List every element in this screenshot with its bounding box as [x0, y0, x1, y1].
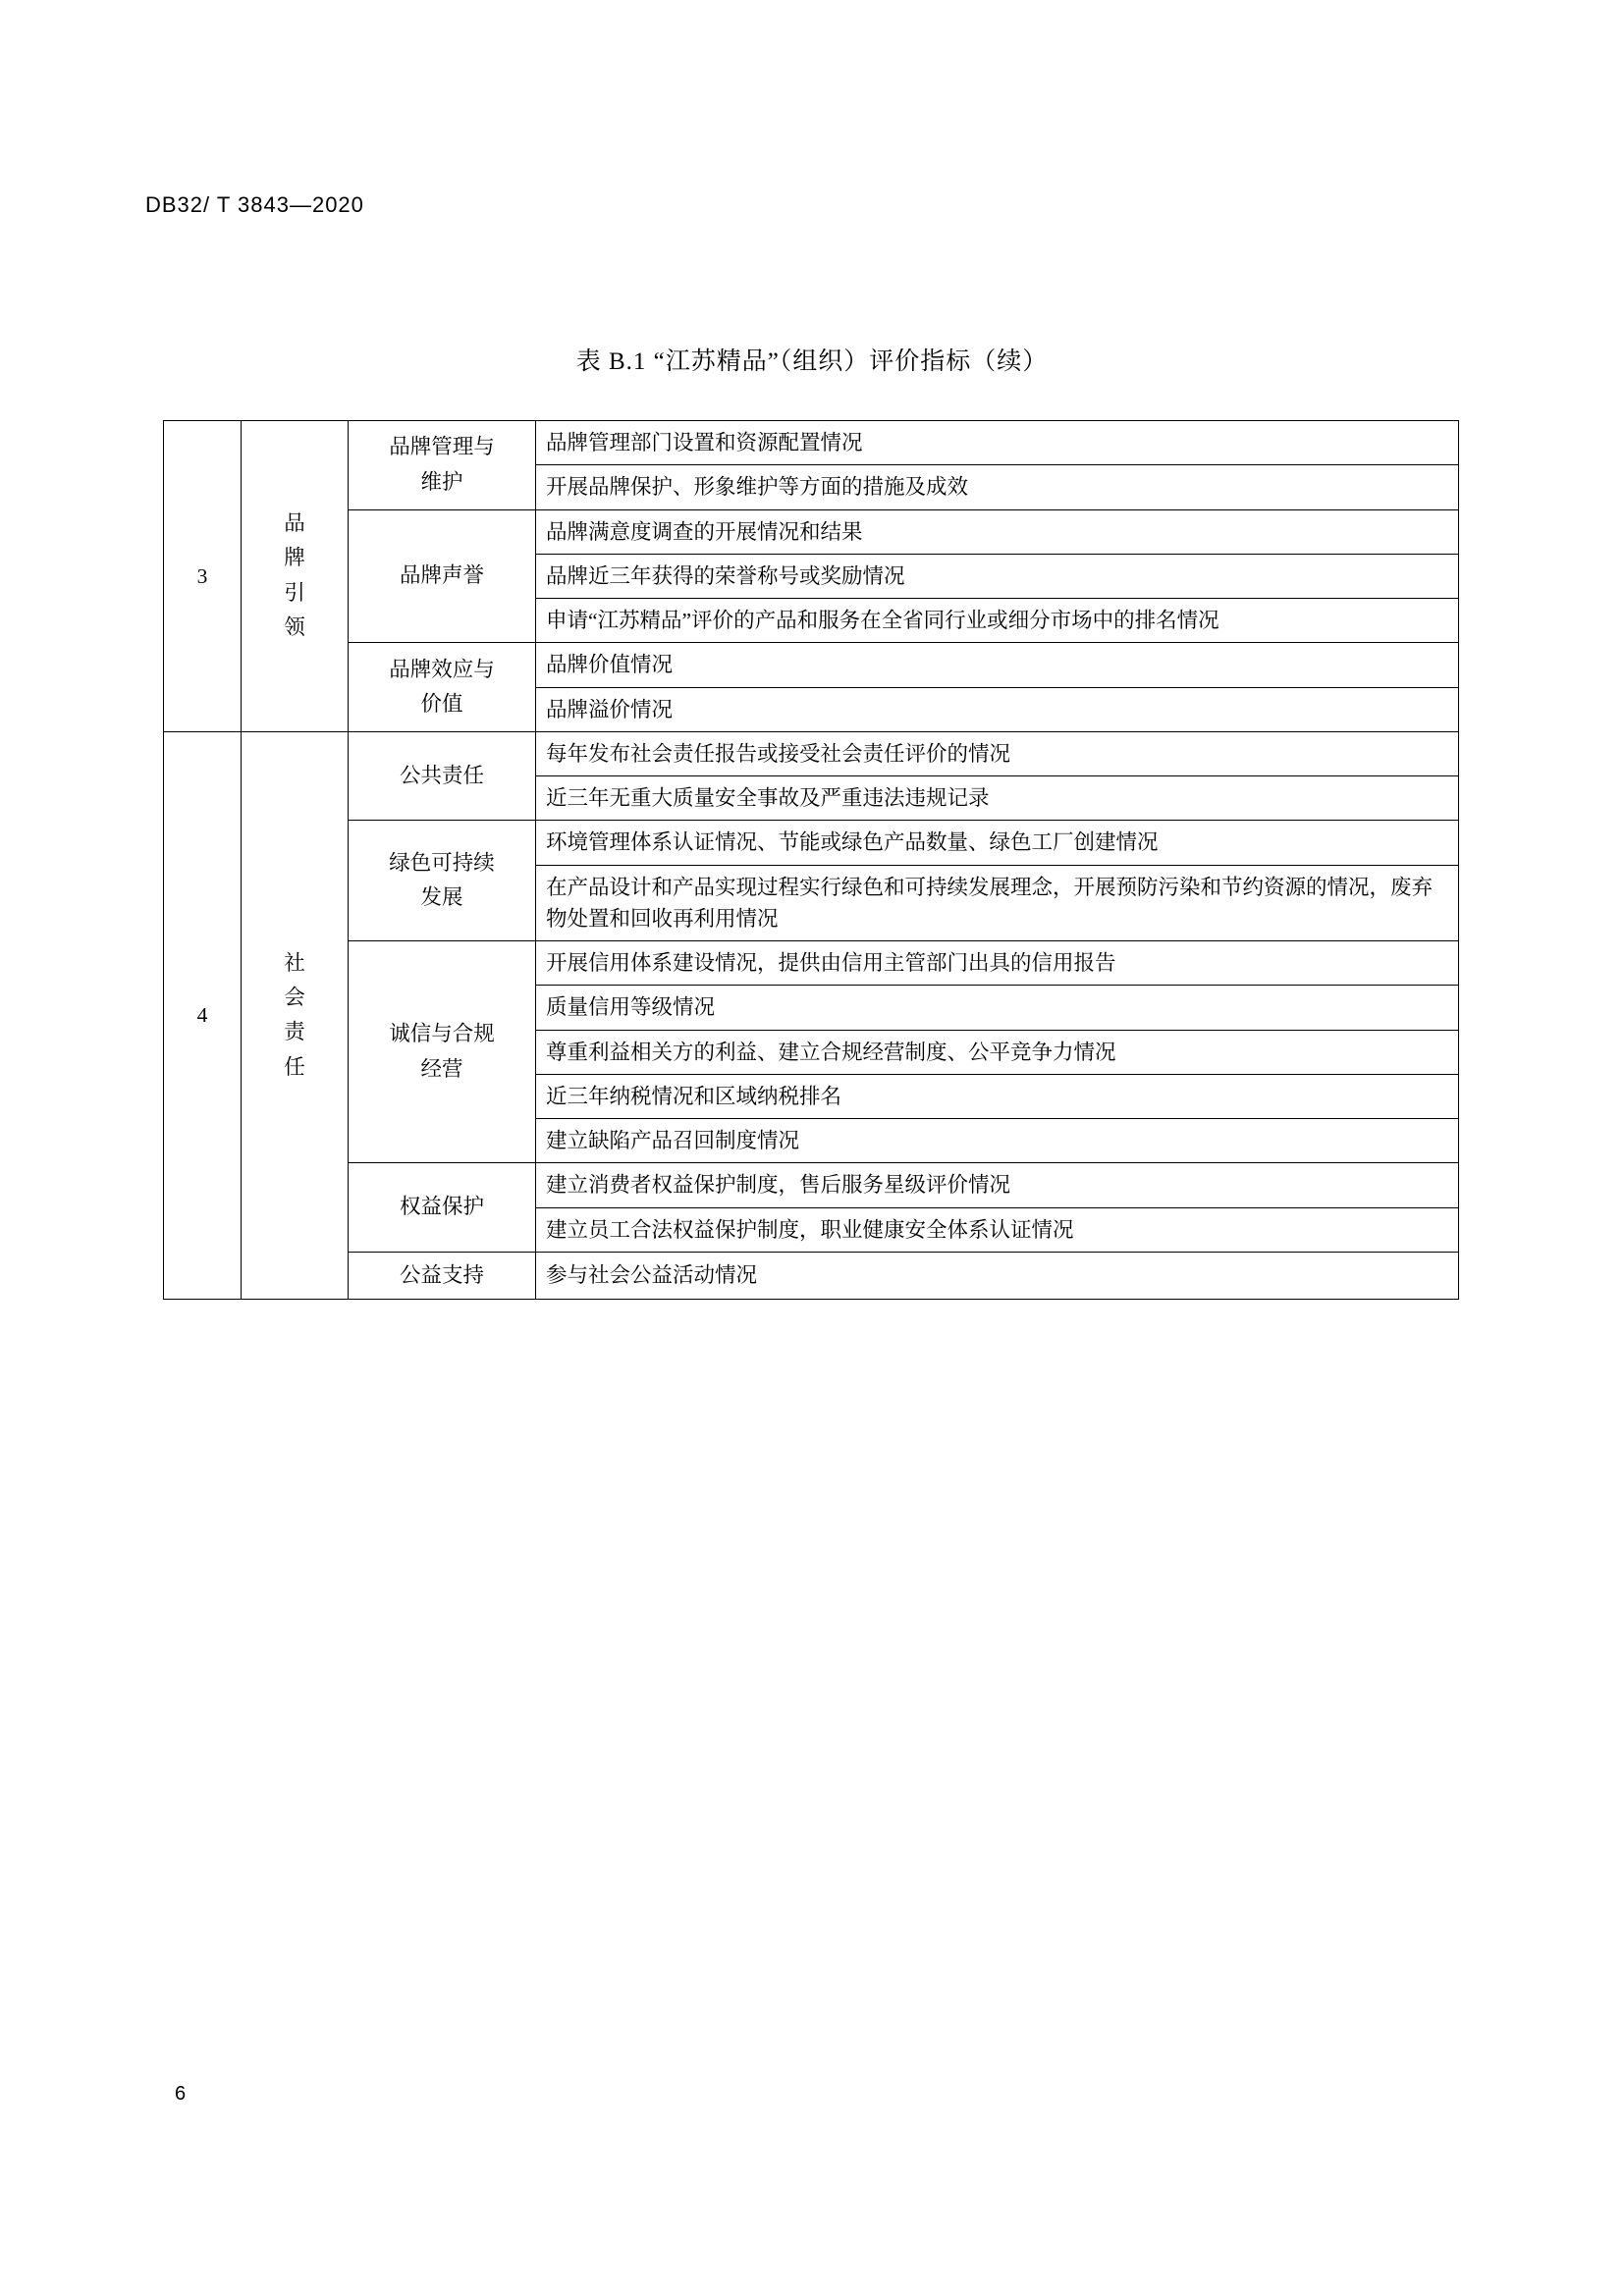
group-number: 4 [164, 731, 242, 1299]
group-category-line: 责 [284, 1020, 305, 1044]
indicator-description: 申请“江苏精品”评价的产品和服务在全省同行业或细分市场中的排名情况 [536, 599, 1459, 643]
page-number: 6 [175, 2083, 187, 2105]
subgroup-name-line: 诚信与合规 [389, 1022, 495, 1046]
subgroup-name-line: 品牌效应与 [389, 657, 495, 681]
group-category-line: 品 [284, 510, 305, 535]
indicator-description: 质量信用等级情况 [536, 986, 1459, 1030]
group-category-line: 社 [284, 950, 305, 975]
indicator-description: 近三年纳税情况和区域纳税排名 [536, 1074, 1459, 1118]
table-row [164, 1163, 1459, 1207]
subgroup-name-line: 维护 [420, 469, 463, 494]
indicator-description: 开展品牌保护、形象维护等方面的措施及成效 [536, 465, 1459, 509]
table-row [164, 643, 1459, 687]
table-row [164, 509, 1459, 554]
subgroup-name-line: 品牌声誉 [399, 563, 484, 588]
group-category [242, 731, 349, 1299]
group-category-line: 牌 [284, 546, 305, 570]
indicator-description: 品牌满意度调查的开展情况和结果 [536, 509, 1459, 554]
subgroup-name [349, 1252, 536, 1299]
evaluation-indicators-table [163, 420, 1459, 1300]
subgroup-name [349, 509, 536, 643]
table-row [164, 821, 1459, 865]
indicator-description: 品牌近三年获得的荣誉称号或奖励情况 [536, 554, 1459, 598]
subgroup-name [349, 421, 536, 510]
table-title: 表 B.1 “江苏精品”（组织）评价指标（续） [575, 348, 1049, 375]
indicator-description: 尊重利益相关方的利益、建立合规经营制度、公平竞争力情况 [536, 1030, 1459, 1074]
indicator-description: 开展信用体系建设情况，提供由信用主管部门出具的信用报告 [536, 941, 1459, 986]
group-category-line: 引 [284, 580, 305, 605]
indicator-description: 建立缺陷产品召回制度情况 [536, 1119, 1459, 1163]
subgroup-name-line: 发展 [420, 885, 463, 910]
document-header-code: DB32/ T 3843—2020 [145, 192, 364, 217]
indicator-description: 建立员工合法权益保护制度，职业健康安全体系认证情况 [536, 1207, 1459, 1252]
group-number: 3 [164, 421, 242, 732]
indicator-description: 品牌管理部门设置和资源配置情况 [536, 421, 1459, 465]
indicator-description: 品牌溢价情况 [536, 687, 1459, 731]
subgroup-name-line: 权益保护 [399, 1195, 484, 1219]
indicator-description: 品牌价值情况 [536, 643, 1459, 687]
subgroup-name [349, 643, 536, 732]
subgroup-name-line: 公共责任 [399, 763, 484, 787]
table-row [164, 1252, 1459, 1299]
group-category-line: 会 [284, 986, 305, 1010]
indicator-description: 环境管理体系认证情况、节能或绿色产品数量、绿色工厂创建情况 [536, 821, 1459, 865]
subgroup-name [349, 1163, 536, 1253]
subgroup-name-line: 经营 [420, 1056, 463, 1081]
table-row [164, 941, 1459, 986]
group-category-line: 任 [284, 1054, 305, 1079]
subgroup-name-line: 绿色可持续 [389, 850, 495, 875]
indicator-description: 每年发布社会责任报告或接受社会责任评价的情况 [536, 731, 1459, 775]
subgroup-name-line: 品牌管理与 [389, 435, 495, 459]
indicator-description: 在产品设计和产品实现过程实行绿色和可持续发展理念，开展预防污染和节约资源的情况，废弃物处置和回收再利用情况 [536, 865, 1459, 941]
subgroup-name-line: 价值 [420, 692, 463, 716]
group-category [242, 421, 349, 732]
table-row [164, 421, 1459, 465]
group-category-line: 领 [284, 615, 305, 640]
subgroup-name [349, 731, 536, 821]
indicator-description: 建立消费者权益保护制度，售后服务星级评价情况 [536, 1163, 1459, 1207]
subgroup-name [349, 941, 536, 1163]
table-row [164, 731, 1459, 775]
subgroup-name [349, 821, 536, 941]
indicator-description: 近三年无重大质量安全事故及严重违法违规记录 [536, 776, 1459, 821]
indicator-description: 参与社会公益活动情况 [536, 1252, 1459, 1299]
subgroup-name-line: 公益支持 [399, 1262, 484, 1287]
